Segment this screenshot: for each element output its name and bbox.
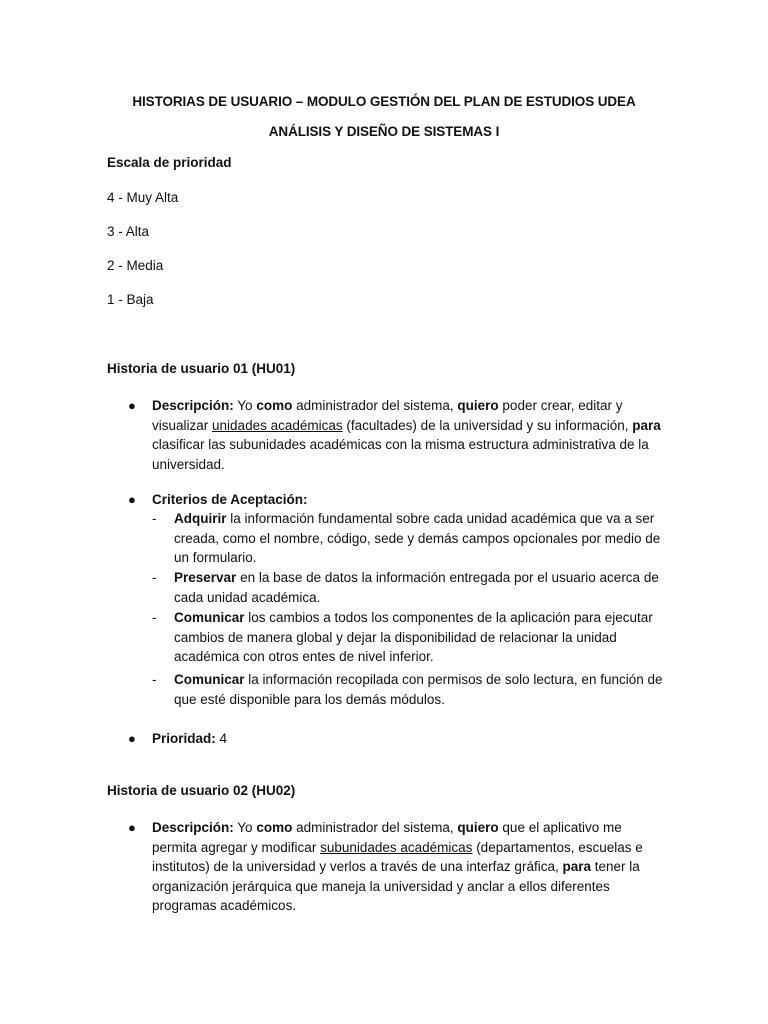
- keyword-para: para: [632, 417, 661, 433]
- text-run: que el aplicativo me permita agregar y modificar: [152, 820, 622, 855]
- keyword-como: como: [256, 398, 293, 413]
- dash-icon: -: [152, 672, 157, 687]
- priority-label: Prioridad:: [152, 731, 216, 746]
- priority-scale-item: 4 - Muy Alta: [107, 190, 179, 205]
- priority-scale-item: 1 - Baja: [107, 292, 154, 307]
- criteria-label: Criterios de Aceptación:: [152, 492, 308, 507]
- user-story-heading: Historia de usuario 02 (HU02): [107, 783, 296, 798]
- text-run: Yo: [233, 398, 257, 413]
- text-run: administrador del sistema,: [292, 820, 458, 835]
- keyword-como: como: [256, 820, 293, 835]
- underlined-term: subunidades académicas: [320, 839, 473, 855]
- text-run: (facultades) de la universidad y su información,: [342, 417, 633, 433]
- keyword-para: para: [562, 859, 591, 874]
- priority-value: 4: [215, 731, 228, 746]
- underlined-term: unidades académicas: [212, 417, 343, 433]
- priority-scale-item: 3 - Alta: [107, 224, 150, 239]
- description-text: [152, 818, 664, 916]
- criteria-verb: Comunicar: [174, 672, 245, 687]
- text-run: Yo: [233, 820, 257, 835]
- user-story-heading: Historia de usuario 01 (HU01): [107, 361, 296, 376]
- criteria-text: la información recopilada con permisos de solo lectura, en función de que esté disponible para los demás módulos.: [174, 672, 663, 707]
- text-run: poder crear, editar y visualizar: [152, 398, 623, 433]
- text-run: tener la organización jerárquica que maneja la universidad y anclar a ellos diferentes programas académicos.: [152, 859, 640, 913]
- dash-icon: -: [152, 570, 157, 585]
- dash-icon: -: [152, 610, 157, 625]
- dash-icon: -: [152, 511, 157, 526]
- document-title: HISTORIAS DE USUARIO – MODULO GESTIÓN DEL PLAN DE ESTUDIOS UDEA: [132, 94, 636, 109]
- description-label: Descripción:: [152, 820, 234, 835]
- criteria-verb: Comunicar: [174, 610, 245, 625]
- bullet-icon: ●: [128, 820, 136, 835]
- criteria-text: los cambios a todos los componentes de la aplicación para ejecutar cambios de manera global y dejar la disponibilidad de relacionar la unidad académica con otros entes de nivel inferior.: [174, 610, 653, 664]
- text-run: (departamentos, escuelas e institutos) de la universidad y verlos a través de una interfaz gráfica,: [152, 839, 643, 874]
- bullet-icon: ●: [128, 398, 136, 413]
- text-run: clasificar las subunidades académicas con la misma estructura administrativa de la universidad.: [152, 437, 649, 472]
- bullet-icon: ●: [128, 492, 136, 507]
- description-label: Descripción:: [152, 398, 234, 413]
- description-text: [152, 396, 664, 474]
- priority-scale-heading: Escala de prioridad: [107, 155, 232, 170]
- document-subtitle: ANÁLISIS Y DISEÑO DE SISTEMAS I: [268, 124, 500, 139]
- criteria-text: en la base de datos la información entregada por el usuario acerca de cada unidad académica.: [174, 570, 659, 605]
- keyword-quiero: quiero: [457, 398, 499, 413]
- bullet-icon: ●: [128, 731, 136, 746]
- keyword-quiero: quiero: [457, 820, 499, 835]
- criteria-text: la información fundamental sobre cada unidad académica que va a ser creada, como el nombre, código, sede y demás campos opcionales por medio de un formulario.: [174, 511, 661, 565]
- text-run: administrador del sistema,: [292, 398, 458, 413]
- priority-scale-item: 2 - Media: [107, 258, 164, 273]
- criteria-verb: Preservar: [174, 570, 237, 585]
- criteria-verb: Adquirir: [174, 511, 227, 526]
